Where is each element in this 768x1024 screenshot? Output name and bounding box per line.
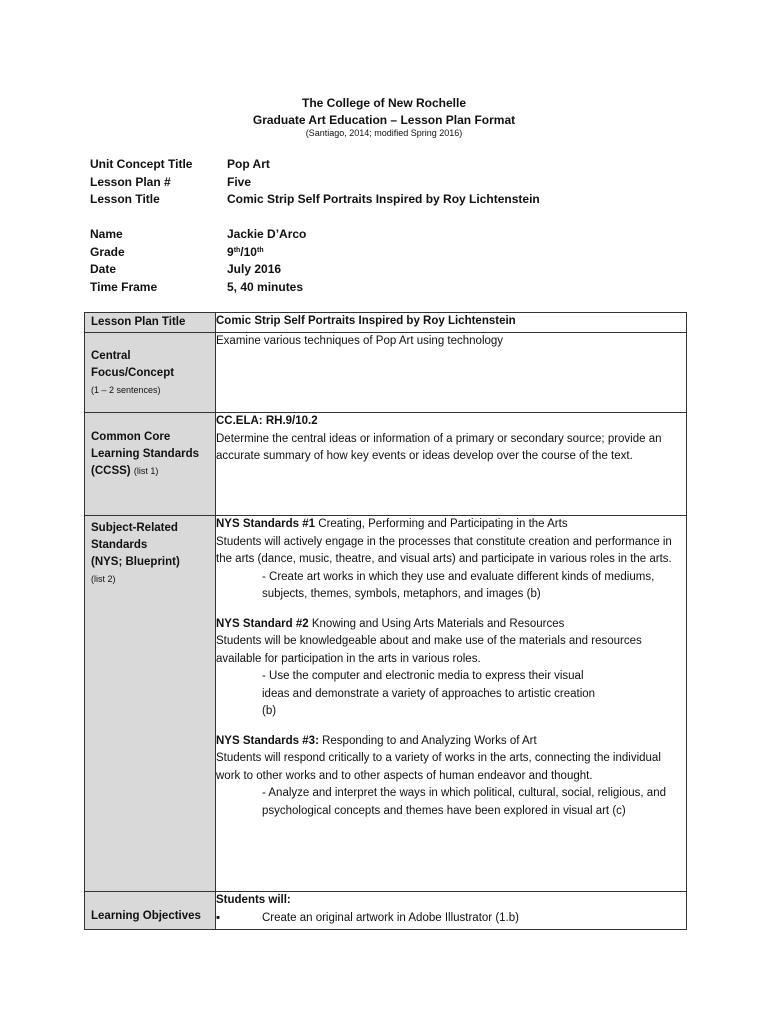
timeframe-value: 5, 40 minutes	[227, 279, 304, 294]
central-focus-label-cell	[85, 333, 216, 413]
learning-objectives-row	[85, 892, 687, 930]
objective-item-1	[216, 910, 686, 928]
lesson-plan-title-label-cell	[85, 313, 216, 333]
standard-3-number: NYS Standards #3:	[216, 734, 319, 747]
lesson-plan-title-row	[85, 313, 687, 333]
ccss-code: CC.ELA: RH.9/10.2	[216, 415, 318, 427]
subject-standards-label: Subject-Related Standards	[91, 522, 178, 551]
subject-standards-row	[85, 516, 687, 892]
subject-standards-label-cell	[85, 516, 216, 892]
standard-2-item: - Use the computer and electronic media to express their visual ideas and demonstrate a variety of approaches to artistic creation (b)	[262, 670, 596, 717]
standard-1-text: Students will actively engage in the processes that constitute creation and performance in the arts (dance, music, theatre, and visual arts) and participate in various roles in the arts.	[216, 535, 672, 565]
standard-3-name: Responding to and Analyzing Works of Art	[318, 734, 537, 747]
subject-standards-content	[216, 516, 687, 892]
subject-standards-label2: (NYS; Blueprint)	[91, 556, 180, 568]
grade-sup-2: th	[256, 246, 264, 254]
ccss-label-wrap	[85, 413, 215, 484]
lesson-number-label: Lesson Plan #	[90, 174, 171, 189]
learning-objectives-label: Learning Objectives	[91, 910, 201, 922]
standard-1-name: Creating, Performing and Participating in the Arts	[315, 518, 568, 530]
objectives-intro: Students will:	[216, 894, 291, 906]
lesson-title-value: Comic Strip Self Portraits Inspired by Roy Lichtenstein	[227, 192, 540, 206]
lesson-title-row	[90, 191, 667, 209]
document-citation: (Santiago, 2014; modified Spring 2016)	[305, 128, 463, 138]
ccss-label-cell	[85, 413, 216, 516]
college-name: The College of New Rochelle	[301, 96, 467, 110]
spacer	[216, 604, 686, 616]
ccss-label: Common Core Learning Standards	[91, 431, 199, 460]
grade-label: Grade	[90, 244, 125, 259]
spacer	[216, 721, 686, 733]
timeframe-row	[90, 279, 667, 297]
document-title: Graduate Art Education – Lesson Plan Format	[252, 113, 516, 127]
lesson-info-bottom	[90, 226, 667, 296]
standard-2-name: Knowing and Using Arts Materials and Resources	[308, 617, 565, 630]
standard-1-title	[216, 516, 686, 534]
timeframe-label: Time Frame	[90, 279, 158, 294]
lesson-plan-title-label: Lesson Plan Title	[91, 316, 186, 328]
grade-first: 9	[227, 244, 234, 259]
standard-2-number: NYS Standard #2	[216, 617, 309, 630]
ccss-label-line2	[91, 463, 209, 480]
name-row	[90, 226, 667, 244]
date-label: Date	[90, 262, 117, 276]
standard-3-item: - Analyze and interpret the ways in which political, cultural, social, religious, and psychological concepts and themes have been explored in visual art (c)	[262, 787, 666, 817]
ccss-note: (list 1)	[133, 466, 159, 476]
subject-standards-note: (list 2)	[91, 574, 116, 584]
date-value: July 2016	[227, 262, 282, 276]
lesson-number-value: Five	[227, 174, 252, 189]
lesson-plan-table	[84, 312, 687, 930]
name-value: Jackie D’Arco	[227, 227, 307, 241]
lesson-title-label: Lesson Title	[90, 192, 160, 206]
standard-2-text: Students will be knowledgeable about and make use of the materials and resources available for participation in the arts in various roles.	[216, 635, 642, 665]
grade-sup-1: th	[233, 246, 241, 254]
central-focus-row	[85, 333, 687, 413]
standard-2-title	[216, 616, 686, 634]
objective-item-1-text: Create an original artwork in Adobe Illustrator (1.b)	[262, 911, 519, 924]
learning-objectives-content	[216, 892, 687, 930]
grade-value	[227, 244, 667, 262]
standard-1-item: - Create art works in which they use and evaluate different kinds of mediums, subjects, themes, symbols, metaphors, and images (b)	[262, 570, 655, 600]
unit-concept-label: Unit Concept Title	[90, 157, 193, 171]
standard-3-text: Students will respond critically to a variety of works in the arts, connecting the individual work to other works and to other aspects of human endeavor and thought.	[216, 752, 661, 782]
central-focus-value: Examine various techniques of Pop Art using technology	[216, 333, 687, 413]
central-focus-note: (1 – 2 sentences)	[91, 385, 161, 395]
ccss-content	[216, 413, 687, 516]
standard-3-title	[216, 733, 686, 751]
lesson-info-top	[90, 156, 667, 209]
lesson-plan-title-value: Comic Strip Self Portraits Inspired by Roy Lichtenstein	[216, 313, 687, 333]
central-focus-label-wrap	[85, 333, 215, 403]
ccss-row	[85, 413, 687, 516]
unit-concept-row	[90, 156, 667, 174]
ccss-abbrev: (CCSS)	[91, 465, 131, 477]
subject-standards-label-wrap	[85, 516, 215, 592]
standard-1-number: NYS Standards #1	[216, 518, 316, 530]
lesson-number-row	[90, 174, 667, 192]
bullet-square-icon: ▪	[216, 911, 221, 924]
grade-second: /10	[240, 244, 257, 259]
learning-objectives-label-cell	[85, 892, 216, 930]
date-row	[90, 261, 667, 279]
central-focus-label: Central Focus/Concept	[91, 350, 175, 379]
grade-row	[90, 244, 667, 262]
ccss-text: Determine the central ideas or information of a primary or secondary source; provide an accurate summary of how key events or ideas develop over the course of the text.	[216, 432, 662, 462]
name-label: Name	[90, 227, 123, 241]
unit-concept-value: Pop Art	[227, 157, 270, 171]
